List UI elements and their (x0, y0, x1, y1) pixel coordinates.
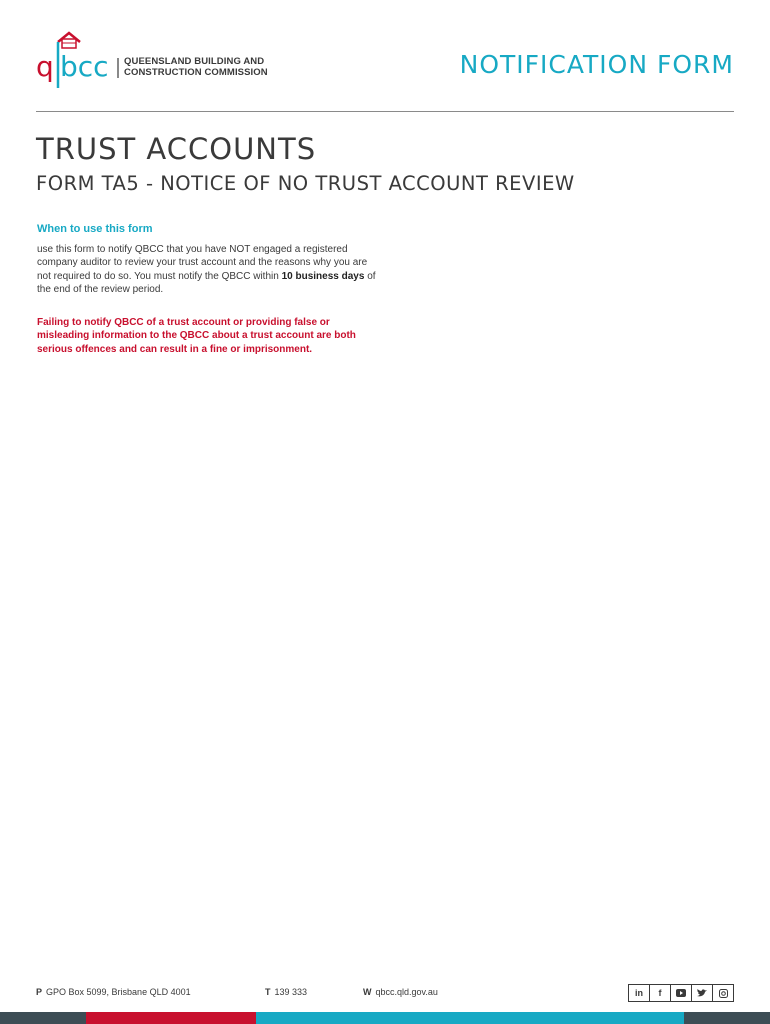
footer-bar-dark-end (684, 1012, 770, 1024)
instagram-icon[interactable] (712, 985, 733, 1001)
qbcc-logo (36, 30, 286, 92)
qbcc-logo-mark (36, 30, 120, 92)
svg-text:q: q (36, 50, 54, 83)
instructions-text-part1: use this form to notify QBCC that you have NOT engaged a registered company auditor to review your trust account and the reasons why you are not required to do so. You must notify the QBCC within (37, 244, 368, 282)
footer-web-link[interactable]: qbcc.qld.gov.au (375, 987, 438, 997)
org-name-line1: QUEENSLAND BUILDING AND (124, 56, 265, 67)
instructions-deadline: 10 business days (281, 270, 365, 282)
footer-postal-label: P (36, 987, 43, 997)
section-heading-when-to-use: When to use this form (37, 223, 153, 235)
facebook-icon[interactable]: f (649, 985, 670, 1001)
linkedin-icon[interactable]: in (635, 988, 643, 998)
footer-web[interactable] (363, 987, 438, 997)
org-name-line2: CONSTRUCTION COMMISSION (124, 67, 268, 78)
footer-bar-red (86, 1012, 256, 1024)
footer-web-label: W (363, 987, 372, 997)
footer-color-bar (0, 1012, 770, 1024)
instructions-paragraph (37, 243, 377, 296)
footer-bar-teal (256, 1012, 684, 1024)
footer-postal (36, 987, 191, 997)
footer-phone-value: 139 333 (274, 987, 308, 997)
youtube-icon[interactable] (670, 985, 691, 1001)
header-divider (36, 111, 734, 112)
footer-bar-dark (0, 1012, 86, 1024)
footer-postal-value: GPO Box 5099, Brisbane QLD 4001 (46, 987, 191, 997)
page-subtitle: FORM TA5 - NOTICE OF NO TRUST ACCOUNT REVIEW (36, 172, 575, 195)
page-title: TRUST ACCOUNTS (36, 132, 317, 166)
warning-paragraph: Failing to notify QBCC of a trust account or providing false or misleading information to the QBCC about a trust account are both serious offences and can result in a fine or imprisonment. (37, 317, 356, 355)
svg-text:bcc: bcc (60, 50, 109, 83)
twitter-icon[interactable] (691, 985, 712, 1001)
form-type-heading: NOTIFICATION FORM (459, 50, 734, 79)
footer-phone (265, 987, 307, 997)
social-links (628, 984, 734, 1002)
footer-phone-label: T (265, 987, 271, 997)
org-name (124, 56, 268, 78)
instructions-text-part2: of the end of the review period. (37, 270, 376, 295)
